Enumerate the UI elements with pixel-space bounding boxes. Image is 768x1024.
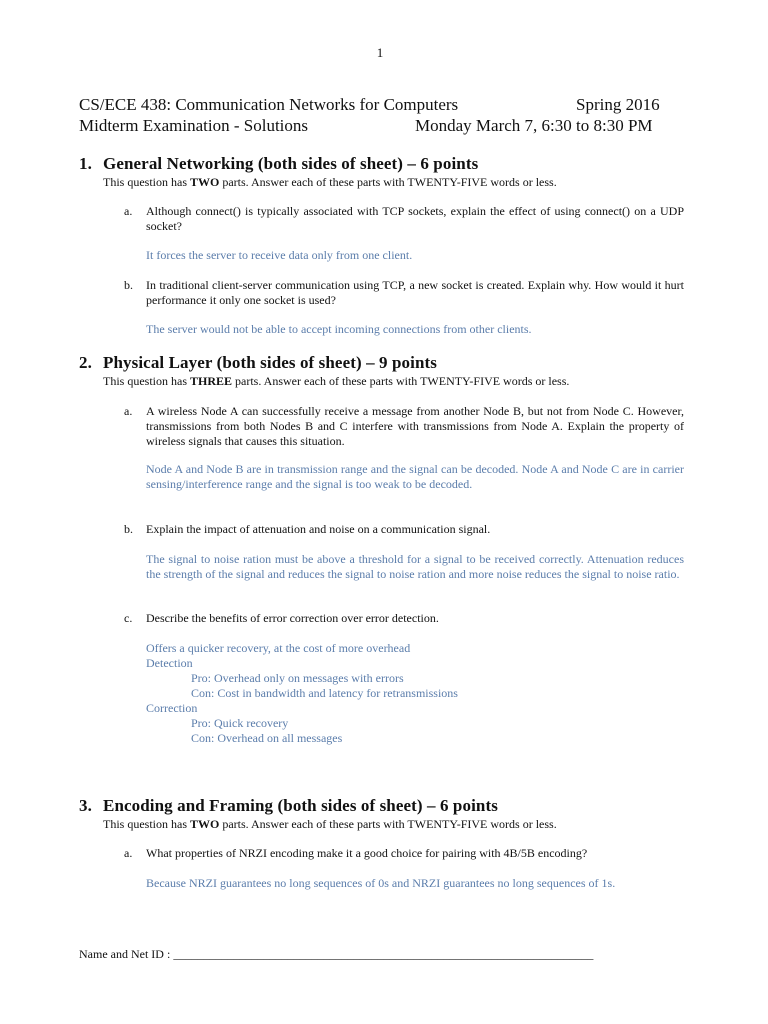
- intro-text: This question has: [103, 374, 190, 388]
- question-2-intro: [103, 374, 569, 389]
- question-2-heading: [79, 353, 437, 373]
- question-2b-text: Explain the impact of attenuation and noise on a communication signal.: [146, 522, 491, 536]
- question-3-heading: [79, 796, 498, 816]
- question-3-intro: [103, 817, 557, 832]
- part-count: TWO: [190, 817, 220, 831]
- question-number: 3.: [79, 796, 92, 815]
- part-count: TWO: [190, 175, 220, 189]
- page-number: 1: [376, 45, 384, 60]
- question-2b-answer: The signal to noise ration must be above a threshold for a signal to be received correctly. Attenuation reduces the strength of the signal and reduces the signal to noise ration and more noise reduces the signal to noise ratio.: [146, 552, 684, 581]
- question-2c-answer: [146, 641, 458, 746]
- answer-line: Pro: Quick recovery: [191, 716, 289, 730]
- name-netid-label: Name and Net ID :: [79, 947, 174, 961]
- question-title: Physical Layer (both sides of sheet) – 9 points: [103, 353, 438, 372]
- answer-line: Correction: [146, 701, 198, 715]
- answer-line: Con: Cost in bandwidth and latency for retransmissions: [191, 686, 458, 700]
- question-3a-text: What properties of NRZI encoding make it a good choice for pairing with 4B/5B encoding?: [146, 846, 588, 860]
- question-1a-answer: It forces the server to receive data only from one client.: [146, 248, 413, 262]
- answer-line: Offers a quicker recovery, at the cost of more overhead: [146, 641, 411, 655]
- question-title: Encoding and Framing (both sides of sheet) – 6 points: [103, 796, 498, 815]
- question-3a-answer: Because NRZI guarantees no long sequences of 0s and NRZI guarantees no long sequences of 1s.: [146, 876, 616, 890]
- term: Spring 2016: [576, 95, 660, 114]
- name-netid-blank[interactable]: ______________________________________________________________________: [173, 947, 594, 961]
- part-label: a.: [124, 204, 133, 218]
- name-netid-field[interactable]: [79, 947, 593, 962]
- exam-title: Midterm Examination - Solutions: [79, 116, 309, 135]
- answer-line: Detection: [146, 656, 193, 670]
- question-1-intro: [103, 175, 557, 190]
- part-label: a.: [124, 404, 133, 418]
- question-number: 1.: [79, 154, 92, 173]
- part-label: b.: [124, 278, 133, 292]
- intro-text: This question has: [103, 817, 190, 831]
- question-1a-text: Although connect() is typically associated with TCP sockets, explain the effect of using connect() on a UDP socket?: [146, 204, 684, 233]
- exam-date: Monday March 7, 6:30 to 8:30 PM: [415, 116, 653, 135]
- question-2a-answer: Node A and Node B are in transmission range and the signal can be decoded. Node A and Node C are in carrier sensing/interference range and the signal is too weak to be decoded.: [146, 462, 684, 491]
- course-title: CS/ECE 438: Communication Networks for Computers: [79, 95, 459, 114]
- answer-line: Pro: Overhead only on messages with errors: [191, 671, 404, 685]
- question-1b-answer: The server would not be able to accept incoming connections from other clients.: [146, 322, 532, 336]
- part-label: c.: [124, 611, 133, 625]
- question-2c-text: Describe the benefits of error correction over error detection.: [146, 611, 439, 625]
- intro-text: parts. Answer each of these parts with TWENTY-FIVE words or less.: [232, 374, 570, 388]
- question-2a-text: A wireless Node A can successfully receive a message from another Node B, but not from Node C. However, transmissions from both Nodes B and C interfere with transmissions from Node A. Explain the property of wireless signals that causes this situation.: [146, 404, 684, 448]
- intro-text: parts. Answer each of these parts with TWENTY-FIVE words or less.: [219, 817, 557, 831]
- part-label: b.: [124, 522, 133, 536]
- question-title: General Networking (both sides of sheet) – 6 points: [103, 154, 479, 173]
- question-1b-text: In traditional client-server communication using TCP, a new socket is created. Explain why. How would it hurt performance it only one socket is used?: [146, 278, 684, 307]
- question-number: 2.: [79, 353, 92, 372]
- part-label: a.: [124, 846, 133, 860]
- intro-text: This question has: [103, 175, 190, 189]
- intro-text: parts. Answer each of these parts with TWENTY-FIVE words or less.: [219, 175, 557, 189]
- part-count: THREE: [190, 374, 233, 388]
- question-1-heading: [79, 154, 478, 174]
- answer-line: Con: Overhead on all messages: [191, 731, 343, 745]
